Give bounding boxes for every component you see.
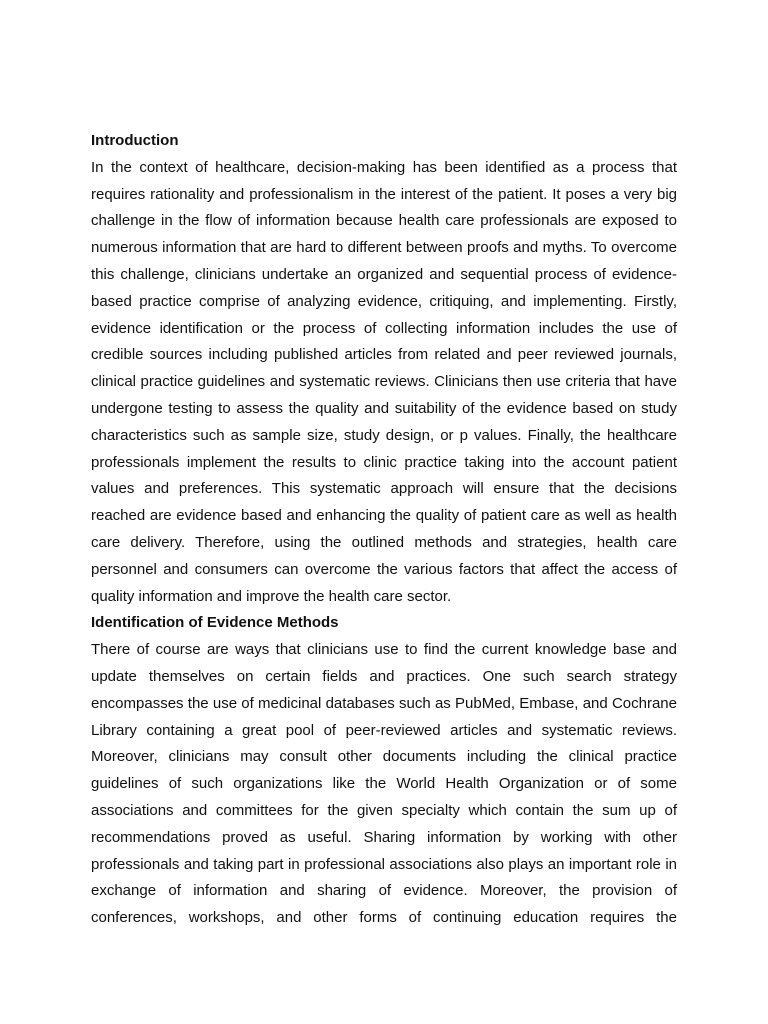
section-heading-introduction: Introduction <box>91 132 179 149</box>
section-paragraph-identification-of-evidence-methods: There of course are ways that clinicians use to find the current knowledge base and update themselves on certain fields and practices. One such search strategy encompasses the use of medicinal databases such as PubMed, Embase, and Cochrane Library containing a great pool of peer-reviewed articles and systematic reviews. Moreover, clinicians may consult other documents including the clinical practice guidelines of such organizations like the World Health Organization or of some associations and committees for the given specialty which contain the sum up of recommendations proved as useful. Sharing information by working with other professionals and taking part in professional associations also plays an important role in exchange of information and sharing of evidence. Moreover, the provision of conferences, workshops, and other forms of continuing education requires the <box>91 641 677 927</box>
section-heading-identification-of-evidence-methods: Identification of Evidence Methods <box>91 614 339 632</box>
section-paragraph-introduction: In the context of healthcare, decision-making has been identified as a process that requires rationality and professionalism in the interest of the patient. It poses a very big challenge in the flow of information because health care professionals are exposed to numerous information that are hard to different between proofs and myths. To overcome this challenge, clinicians undertake an organized and sequential process of evidence-based practice comprise of analyzing evidence, critiquing, and implementing. Firstly, evidence identification or the process of collecting information includes the use of credible sources including published articles from related and peer reviewed journals, clinical practice guidelines and systematic reviews. Clinicians then use criteria that have undergone testing to assess the quality and suitability of the evidence based on study characteristics such as sample size, study design, or p values. Finally, the healthcare professionals implement the results to clinic practice taking into the account patient values and preferences. This systematic approach will ensure that the decisions reached are evidence based and enhancing the quality of patient care as well as health care delivery. Therefore, using the outlined methods and strategies, health care personnel and consumers can overcome the various factors that affect the access of quality information and improve the health care sector. <box>91 158 677 605</box>
document-body <box>91 128 677 932</box>
